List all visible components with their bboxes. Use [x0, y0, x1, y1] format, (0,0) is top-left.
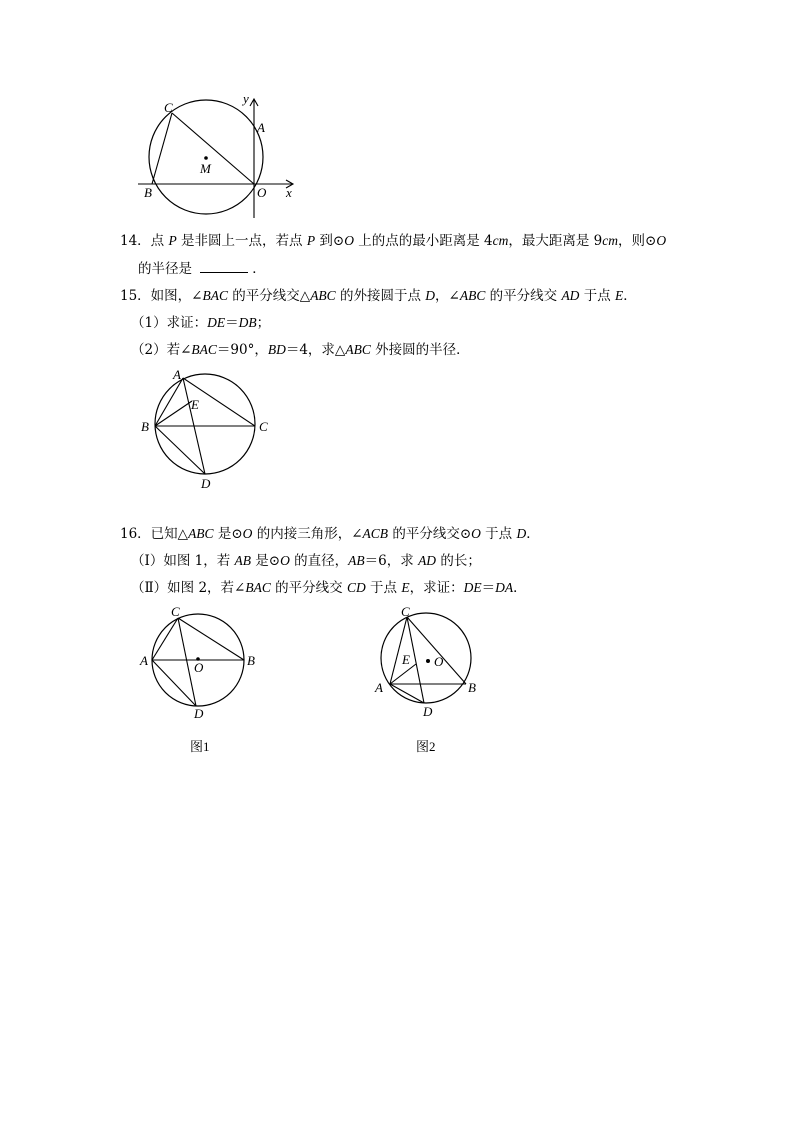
figure-1 — [135, 603, 265, 723]
label-d: D — [201, 476, 211, 491]
label-b: B — [141, 419, 149, 434]
label-c: C — [164, 100, 173, 115]
segment-ca — [152, 618, 178, 660]
figure-2 — [370, 603, 500, 723]
segment-cb — [407, 617, 466, 684]
segment-co — [172, 113, 254, 184]
answer-blank — [200, 260, 248, 273]
q14-line1: 14．点 P 是非圆上一点，若点 P 到⊙O 上的点的最小距离是 4cm，最大距离是 9cm，则⊙O — [120, 233, 667, 249]
label-b: B — [468, 680, 476, 695]
figure-q13 — [130, 90, 310, 225]
circle-o — [381, 613, 471, 703]
q16-part1: （Ⅰ）如图 1，若 AB 是⊙O 的直径，AB＝6，求 AD 的长； — [131, 553, 481, 569]
label-e: E — [191, 397, 199, 412]
label-a: A — [257, 120, 265, 135]
label-d: D — [194, 706, 204, 721]
figure-1-caption: 图1 — [190, 739, 210, 754]
label-y: y — [243, 91, 249, 106]
label-a: A — [140, 653, 148, 668]
segment-be — [155, 401, 192, 426]
label-a: A — [375, 680, 383, 695]
segment-ab — [155, 378, 183, 426]
figure-q15 — [135, 365, 275, 495]
segment-cb — [178, 618, 244, 660]
center-point-o — [426, 659, 430, 663]
figure-2-caption: 图2 — [416, 739, 436, 754]
center-point-m — [204, 156, 208, 160]
label-b: B — [247, 653, 255, 668]
label-a: A — [173, 367, 181, 382]
q14-line2: 的半径是 ． — [138, 261, 266, 277]
q15-part2: （2）若∠BAC＝90°，BD＝4，求△ABC 外接圆的半径． — [131, 342, 470, 358]
label-x: x — [286, 185, 292, 200]
label-o: O — [257, 185, 267, 200]
label-o: O — [194, 660, 204, 675]
q16-part2: （Ⅱ）如图 2，若∠BAC 的平分线交 CD 于点 E，求证：DE＝DA． — [131, 580, 527, 596]
q15-line1: 15．如图，∠BAC 的平分线交△ABC 的外接圆于点 D，∠ABC 的平分线交 AD 于点 E． — [120, 288, 637, 304]
q15-part1: （1）求证：DE＝DB； — [131, 315, 271, 331]
label-o: O — [434, 654, 444, 669]
label-e: E — [402, 652, 410, 667]
label-m: M — [200, 161, 211, 176]
segment-cb — [152, 113, 172, 184]
segment-ad — [390, 684, 424, 703]
label-c: C — [259, 419, 268, 434]
label-b: B — [144, 185, 152, 200]
label-d: D — [423, 704, 433, 719]
q16-line1: 16．已知△ABC 是⊙O 的内接三角形，∠ACB 的平分线交⊙O 于点 D． — [120, 526, 540, 542]
circle-o — [155, 374, 255, 474]
label-c: C — [401, 604, 410, 619]
label-c: C — [171, 604, 180, 619]
